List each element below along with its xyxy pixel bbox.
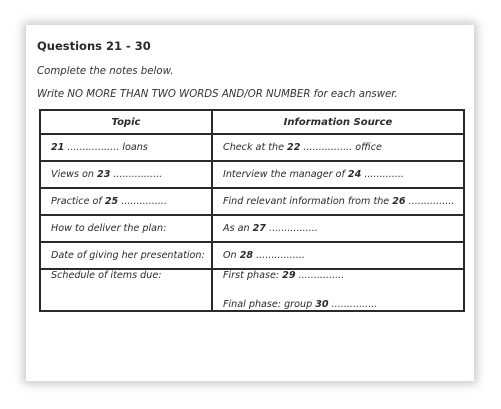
questions-heading: Questions 21 - 30 [37, 39, 151, 53]
header-topic: Topic [40, 110, 212, 134]
question-number: 30 [315, 299, 329, 310]
source-cell [212, 269, 464, 311]
question-number: 25 [104, 196, 119, 207]
question-number: 24 [347, 169, 362, 180]
source-cell: Find relevant information from the 26 ............... [212, 188, 464, 215]
header-information-source: Information Source [212, 110, 464, 134]
instruction-complete-notes: Complete the notes below. [37, 66, 174, 77]
table-row [40, 215, 464, 242]
table-row [40, 161, 464, 188]
topic-cell: Date of giving her presentation: [40, 242, 212, 269]
question-card [26, 25, 474, 381]
topic-cell: Views on 23 ................ [40, 161, 212, 188]
table-header-row [40, 110, 464, 134]
topic-cell: Practice of 25 ............... [40, 188, 212, 215]
table-row [40, 188, 464, 215]
topic-cell: 21 ................. loans [40, 134, 212, 161]
table-row [40, 269, 464, 311]
table-row [40, 134, 464, 161]
source-cell: Interview the manager of 24 ............. [212, 161, 464, 188]
question-number: 29 [282, 270, 296, 281]
source-cell: On 28 ................ [212, 242, 464, 269]
question-number: 26 [392, 196, 406, 207]
question-number: 27 [252, 223, 266, 234]
question-number: 21 [51, 142, 65, 153]
question-number: 22 [287, 142, 301, 153]
notes-table [39, 109, 465, 312]
topic-cell: How to deliver the plan: [40, 215, 212, 242]
instruction-word-limit: Write NO MORE THAN TWO WORDS AND/OR NUMBER for each answer. [37, 89, 398, 100]
source-cell: Check at the 22 ................ office [212, 134, 464, 161]
topic-cell: Schedule of items due: [40, 269, 212, 311]
question-number: 28 [239, 250, 254, 261]
source-line-first-phase: First phase: 29 ............... [223, 270, 345, 281]
table-row [40, 242, 464, 269]
question-number: 23 [97, 169, 111, 180]
source-line-final-phase: Final phase: group 30 ............... [223, 299, 378, 310]
source-cell: As an 27 ................ [212, 215, 464, 242]
